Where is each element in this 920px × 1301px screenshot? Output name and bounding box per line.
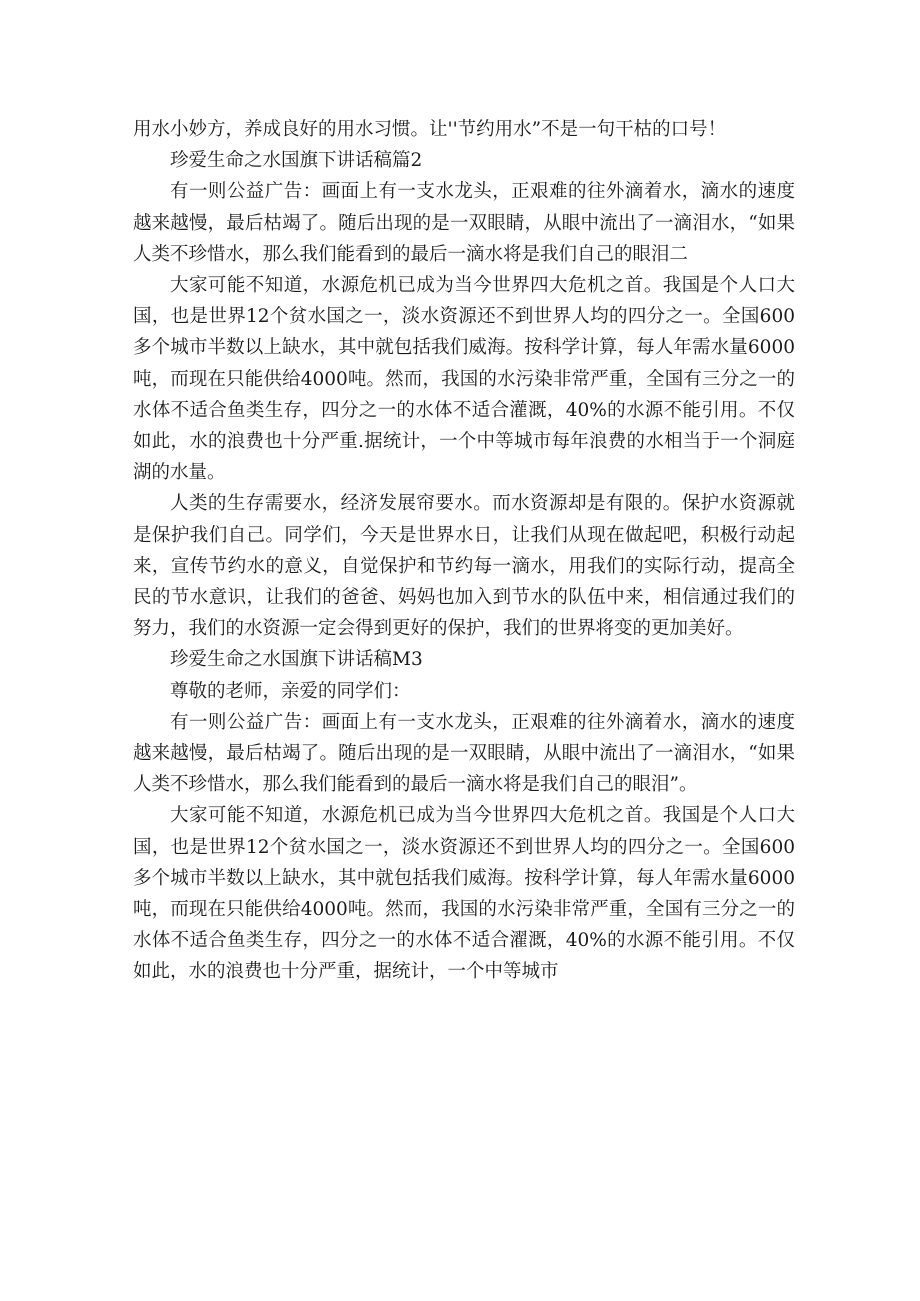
paragraph-ad-story: 有一则公益广告：画面上有一支水龙头，正艰难的往外滴着水，滴水的速度越来越慢，最后枯竭了。随后出现的是一双眼睛，从眼中流出了一滴泪水，“如果人类不珍惜水，那么我们能看到的最后一滴水将是我们自己的眼泪二 (133, 181, 795, 265)
section-heading-3: 珍爱生命之水国旗下讲话稿M3 (170, 649, 423, 671)
paragraph-water-crisis-2: 大家可能不知道，水源危机已成为当今世界四大危机之首。我国是个人口大国，也是世界12个贫水国之一，淡水资源还不到世界人均的四分之一。全国600多个城市半数以上缺水，其中就包括我们威海。按科学计算，每人年需水量6000吨，而现在只能供给4000吨。然而，我国的水污染非常严重，全国有三分之一的水体不适合鱼类生存，四分之一的水体不适合濯溉，40%的水源不能引用。不仅如此，水的浪费也十分严重，据统计，一个中等城市 (133, 805, 795, 983)
document-page (133, 114, 795, 988)
section-heading-2: 珍爱生命之水国旗下讲话稿篇2 (170, 150, 423, 172)
paragraph-call-to-action: 人类的生存需要水，经济发展帘要水。而水资源却是有限的。保护水资源就是保护我们自己。同学们，今天是世界水日，让我们从现在做起吧，积极行动起来，宣传节约水的意义，自觉保护和节约每一滴水，用我们的实际行动，提高全民的节水意识，让我们的爸爸、妈妈也加入到节水的队伍中来，相信通过我们的努力，我们的水资源一定会得到更好的保护，我们的世界将变的更加美好。 (133, 493, 795, 640)
paragraph-continuation: 用水小妙方，养成良好的用水习惯。让''节约用水”不是一句干枯的口号！ (133, 119, 727, 140)
paragraph-water-crisis: 大家可能不知道，水源危机已成为当今世界四大危机之首。我国是个人口大国，也是世界12个贫水国之一，淡水资源还不到世界人均的四分之一。全国600多个城市半数以上缺水，其中就包括我们威海。按科学计算，每人年需水量6000吨，而现在只能供给4000吨。然而，我国的水污染非常严重，全国有三分之一的水体不适合鱼类生存，四分之一的水体不适合灌溉，40%的水源不能引用。不仅如此，水的浪费也十分严重.据统计，一个中等城市每年浪费的水相当于一个洞庭湖的水量。 (133, 275, 795, 484)
paragraph-ad-story-2: 有一则公益广告：画面上有一支水龙头，正艰难的往外滴着水，滴水的速度越来越慢，最后枯竭了。随后出现的是一双眼睛，从眼中流出了一滴泪水，“如果人类不珍惜水，那么我们能看到的最后一滴水将是我们自己的眼泪”。 (133, 711, 795, 796)
paragraph-greeting: 尊敬的老师，亲爱的同学们： (170, 680, 411, 702)
